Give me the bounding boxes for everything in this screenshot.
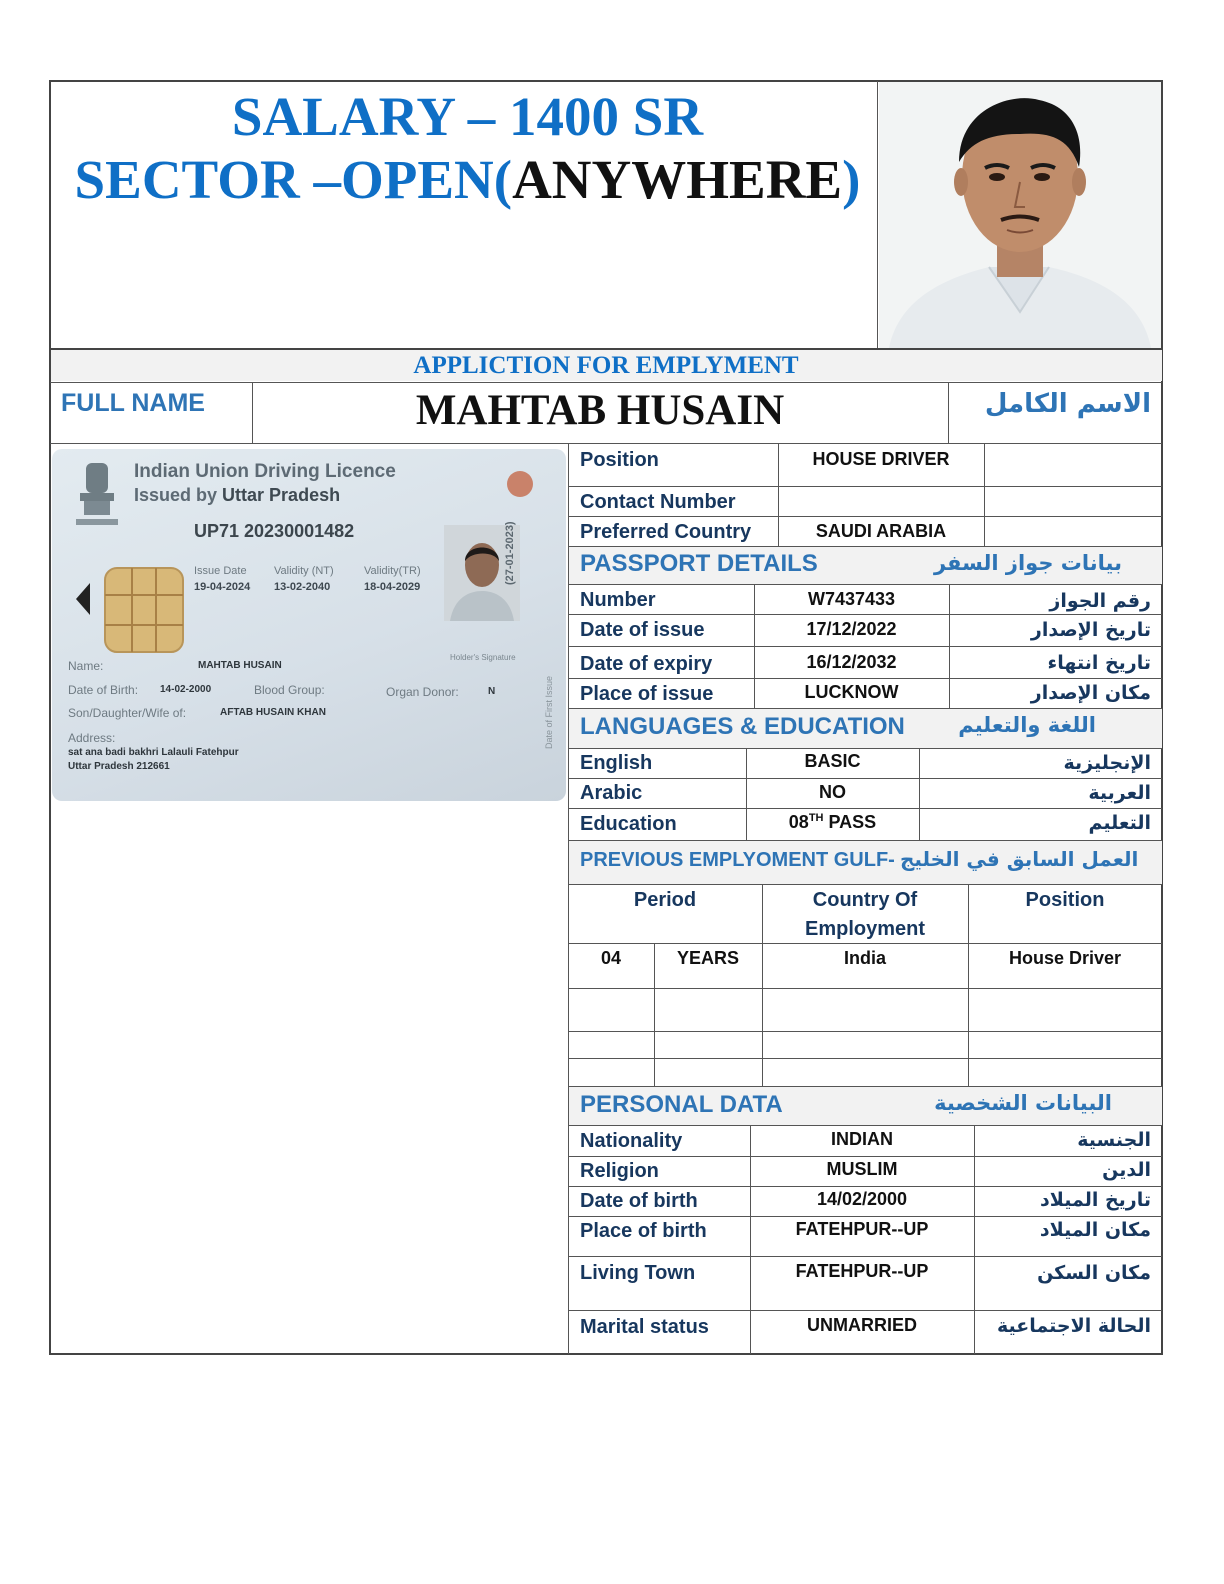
position-value: HOUSE DRIVER — [812, 449, 950, 469]
dob-label: Date of birth — [580, 1190, 698, 1212]
living-town-label: Living Town — [580, 1262, 696, 1284]
issue-date-label: Date of issue — [580, 619, 705, 641]
personal-heading: PERSONAL DATA — [580, 1091, 783, 1118]
employment-heading-en: PREVIOUS EMPLYOMENT GULF- — [580, 849, 895, 871]
relation-label: Son/Daughter/Wife of: — [68, 706, 187, 720]
employment-years-number: 04 — [600, 948, 622, 968]
expiry-date-value: 16/12/2032 — [806, 652, 897, 672]
validity-nt-value: 13-02-2040 — [274, 581, 331, 593]
donor-value: N — [488, 686, 496, 697]
expiry-date-label-ar: تاريخ انتهاء — [1047, 652, 1151, 674]
employment-years-unit: YEARS — [676, 948, 739, 968]
col-position: Position — [1025, 889, 1105, 911]
col-period: Period — [633, 889, 697, 911]
sector-anywhere: ANYWHERE — [512, 149, 843, 210]
validity-tr-value: 18-04-2029 — [364, 581, 421, 593]
expiry-date-label: Date of expiry — [580, 653, 713, 675]
sector-heading — [60, 149, 875, 211]
passport-heading: PASSPORT DETAILS — [580, 550, 818, 577]
place-of-issue-label: Place of issue — [580, 683, 714, 705]
address-line-1: sat ana badi bakhri Lalauli Fatehpur — [68, 747, 239, 758]
name-value: MAHTAB HUSAIN — [198, 660, 282, 671]
form-title: APPLICTION FOR EMPLYMENT — [413, 352, 799, 379]
arabic-label-ar: العربية — [1088, 782, 1151, 804]
licence-state: Uttar Pradesh — [222, 485, 341, 505]
preferred-country-label: Preferred Country — [580, 521, 752, 543]
licence-title-2 — [134, 485, 340, 506]
arabic-label: Arabic — [580, 782, 643, 804]
licence-title-1: Indian Union Driving Licence — [134, 461, 396, 482]
dob-label-ar: تاريخ الميلاد — [1040, 1189, 1151, 1211]
dob-value: 14-02-2000 — [160, 684, 212, 695]
contact-label: Contact Number — [580, 491, 736, 513]
languages-heading-ar: اللغة والتعليم — [958, 713, 1096, 737]
validity-tr-label: Validity(TR) — [364, 565, 421, 577]
sector-suffix: ) — [842, 149, 861, 210]
employment-country: India — [843, 948, 886, 968]
education-grade-suffix: TH — [808, 812, 824, 824]
issue-date-label: Issue Date — [194, 565, 247, 577]
education-label: Education — [580, 813, 677, 835]
employment-heading-ar: العمل السابق في الخليج — [899, 847, 1139, 871]
name-label: Name: — [68, 659, 104, 673]
dob-label: Date of Birth: — [68, 683, 139, 697]
hologram-icon — [507, 471, 533, 497]
blood-label: Blood Group: — [254, 683, 325, 697]
full-name-label-ar: الاسم الكامل — [984, 389, 1151, 419]
address-line-2: Uttar Pradesh 212661 — [68, 761, 170, 772]
religion-value: MUSLIM — [826, 1159, 898, 1179]
emblem-icon — [72, 459, 122, 537]
licence-number: UP71 20230001482 — [194, 521, 355, 541]
education-status: PASS — [823, 812, 877, 832]
passport-number-value: W7437433 — [807, 589, 896, 609]
living-town-label-ar: مكان السكن — [1037, 1262, 1151, 1284]
licence-side-text: (27-01-2023) — [504, 521, 516, 585]
birthplace-label-ar: مكان الميلاد — [1039, 1219, 1151, 1241]
arabic-value: NO — [819, 782, 846, 802]
english-label-ar: الإنجليزية — [1063, 752, 1151, 774]
nationality-label-ar: الجنسية — [1077, 1129, 1151, 1151]
marital-status-label-ar: الحالة الاجتماعية — [997, 1315, 1151, 1337]
col-country-line1: Country Of — [812, 889, 918, 911]
nationality-value: INDIAN — [831, 1129, 893, 1149]
dob-value: 14/02/2000 — [816, 1189, 908, 1209]
sector-prefix: SECTOR –OPEN( — [74, 149, 513, 210]
place-of-issue-value: LUCKNOW — [804, 682, 899, 702]
issue-date-value: 17/12/2022 — [806, 619, 897, 639]
issue-date-label-ar: تاريخ الإصدار — [1030, 619, 1151, 641]
position-label: Position — [580, 449, 659, 471]
salary-line: SALARY – 1400 SR — [231, 86, 704, 147]
salary-heading — [60, 86, 875, 148]
col-country-line2: Employment — [804, 918, 926, 940]
chip-icon — [104, 567, 184, 653]
relation-value: AFTAB HUSAIN KHAN — [220, 707, 326, 718]
licence-issued-by: Issued by — [134, 485, 218, 505]
religion-label: Religion — [580, 1160, 659, 1182]
driving-licence-card — [52, 449, 566, 801]
languages-heading: LANGUAGES & EDUCATION — [580, 713, 905, 740]
first-issue-label: Date of First Issue — [544, 675, 554, 749]
education-value — [746, 812, 919, 833]
living-town-value: FATEHPUR--UP — [795, 1261, 929, 1281]
place-of-issue-label-ar: مكان الإصدار — [1030, 682, 1151, 704]
personal-heading-ar: البيانات الشخصية — [934, 1091, 1112, 1115]
english-value: BASIC — [804, 751, 861, 771]
english-label: English — [580, 752, 653, 774]
education-grade: 08 — [788, 812, 809, 832]
validity-nt-label: Validity (NT) — [274, 565, 334, 577]
birthplace-value: FATEHPUR--UP — [795, 1219, 929, 1239]
passport-heading-ar: بيانات جواز السفر — [933, 551, 1122, 575]
full-name-label: FULL NAME — [61, 389, 205, 417]
employment-position: House Driver — [1008, 948, 1122, 968]
passport-number-label: Number — [580, 589, 656, 611]
issue-date-value: 19-04-2024 — [194, 581, 251, 593]
passport-number-label-ar: رقم الجواز — [1049, 590, 1151, 612]
donor-label: Organ Donor: — [386, 685, 459, 699]
applicant-photo — [879, 82, 1161, 348]
education-label-ar: التعليم — [1088, 812, 1151, 834]
birthplace-label: Place of birth — [580, 1220, 707, 1242]
portrait-image — [879, 82, 1161, 348]
address-label: Address: — [68, 731, 116, 745]
religion-label-ar: الدين — [1102, 1159, 1151, 1181]
marital-status-value: UNMARRIED — [807, 1315, 917, 1335]
full-name-value: MAHTAB HUSAIN — [415, 387, 785, 434]
marital-status-label: Marital status — [580, 1316, 709, 1338]
preferred-country-value: SAUDI ARABIA — [815, 521, 947, 541]
signature-label: Holder's Signature — [450, 653, 516, 662]
nationality-label: Nationality — [580, 1130, 683, 1152]
employment-heading — [580, 847, 1138, 872]
arrow-left-icon — [74, 581, 92, 617]
